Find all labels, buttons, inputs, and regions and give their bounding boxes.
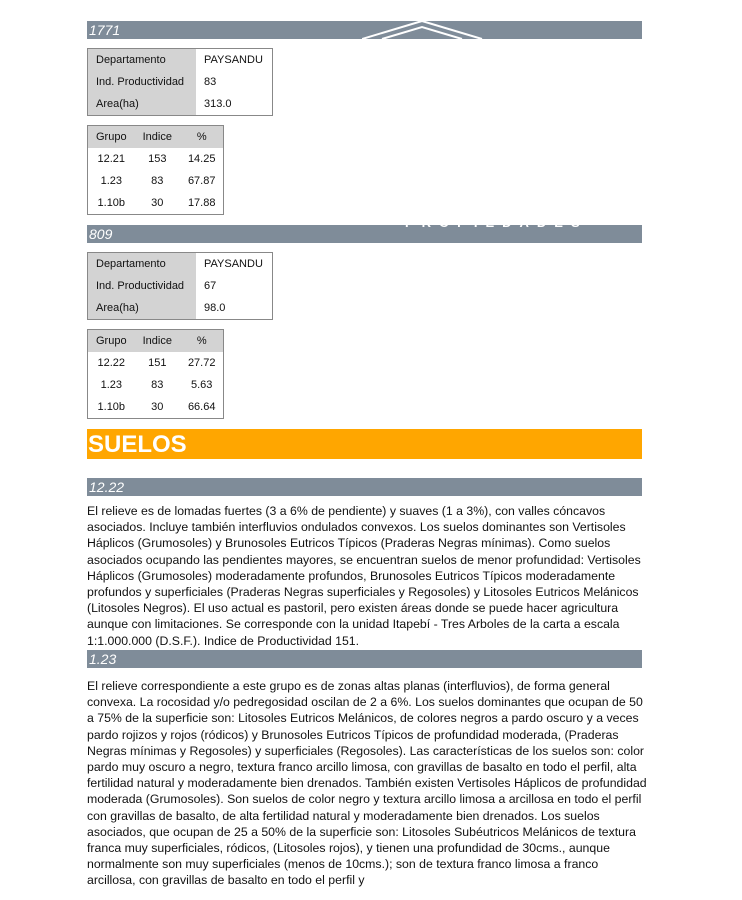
section-header-bar (87, 21, 642, 39)
cell: 1.10b (97, 197, 126, 209)
table-row (88, 297, 273, 320)
cell: 14.25 (187, 153, 216, 165)
label-cell: Area(ha) (88, 93, 197, 116)
column-header: % (180, 126, 224, 149)
cell: 153 (148, 153, 167, 165)
section-title: SUELOS (87, 429, 642, 459)
property-table (87, 48, 273, 116)
table-header-row (88, 330, 224, 353)
table-row (88, 192, 224, 215)
cell: 17.88 (187, 197, 216, 209)
label-cell: Ind. Productividad (88, 71, 197, 93)
cell: 67.87 (187, 175, 216, 187)
cell: 83 (151, 379, 164, 391)
soil-description: El relieve es de lomadas fuertes (3 a 6% de pendiente) y suaves (1 a 3%), con valles cóncavos asociados. Incluye también interfluvios ondulados convexos. Los suelos dominantes son Vertisoles Háplicos (Grumosoles) y Brunosoles Eutricos Típicos (Praderas Negras mínimas). Como suelos asociados ocupando las pendientes mayores, se encuentran suelos de menor profundidad: Vertisoles Háplicos (Grumosoles) moderadamente profundos, Brunosoles Eutricos Típicos moderadamente profundos y superficiales (Praderas Negras superficiales y Regosoles) y Litosoles Eutricos Melánicos (Litosoles Negros). El uso actual es pastoril, pero existen áreas donde se puede hacer agricultura aunque con limitaciones. Se corresponde con la unidad Itapebí - Tres Arboles de la carta a escala 1:1.000.000 (D.S.F.). Indice de Productividad 151. (87, 504, 641, 648)
cell: 5.63 (190, 379, 213, 391)
table-row (88, 148, 224, 170)
soil-group-code: 1.23 (89, 651, 117, 667)
cell: 66.64 (187, 401, 216, 413)
cell: 27.72 (187, 357, 216, 369)
column-header: Grupo (88, 126, 135, 149)
soil-group-code: 12.22 (89, 479, 125, 495)
cell: 12.22 (97, 357, 126, 369)
column-header: Grupo (88, 330, 135, 353)
cell: 30 (151, 401, 164, 413)
value-cell: 67 (204, 280, 217, 292)
table-row (88, 170, 224, 192)
value-cell: PAYSANDU (204, 258, 263, 270)
padron-code: 1771 (89, 22, 121, 38)
group-table (87, 329, 224, 419)
value-cell: 83 (204, 76, 217, 88)
table-row (88, 396, 224, 419)
label-cell: Area(ha) (88, 297, 197, 320)
label-cell: Departamento (88, 253, 197, 276)
column-header: Indice (135, 126, 180, 149)
table-row (88, 275, 273, 297)
table-row (88, 374, 224, 396)
table-row (88, 93, 273, 116)
watermark-text: PROPIEDADES (405, 215, 588, 230)
padron-code: 809 (89, 226, 113, 242)
table-row (88, 352, 224, 374)
cell: 83 (151, 175, 164, 187)
label-cell: Departamento (88, 49, 197, 72)
value-cell: 313.0 (204, 98, 232, 110)
column-header: % (180, 330, 224, 353)
value-cell: 98.0 (204, 302, 226, 314)
soil-group-header (87, 650, 642, 668)
table-row (88, 253, 273, 276)
logo-chevron-icon (362, 21, 542, 39)
soil-group-header (87, 478, 642, 496)
cell: 30 (151, 197, 164, 209)
cell: 151 (148, 357, 167, 369)
cell: 1.23 (100, 379, 122, 391)
table-row (88, 49, 273, 72)
soil-description: El relieve correspondiente a este grupo es de zonas altas planas (interfluvios), de forma general convexa. La rocosidad y/o pedregosidad oscilan de 2 a 6%. Los suelos dominantes que ocupan de 50 a 75% de la superficie son: Litosoles Eutricos Melánicos, de colores negros a pardo oscuro y a veces pardo rojizos y rojos (ródicos) y Brunosoles Eutricos Típicos de profundidad moderada, (Praderas Negras mínimas y Regosoles) y superficiales (Regosoles). Las características de los suelos son: color pardo muy oscuro a negro, textura franco arcillo limosa, con gravillas de basalto en todo el perfil, alta fertilidad natural y moderadamente bien drenados. También existen Vertisoles Háplicos de profundidad moderada (Grumosoles). Son suelos de color negro y textura arcillo limosa a arcillosa en todo el perfil con gravillas de basalto, de alta fertilidad natural y moderadamente bien drenados. Los suelos asociados, que ocupan de 25 a 50% de la superficie son: Litosoles Subéutricos Melánicos de textura franca muy superficiales, ródicos, (Litosoles rojos), y tienen una profundidad de 30cms., aunque normalmente son muy superficiales (menos de 10cms.); son de textura franco limosa a franco arcillosa, con gravillas de basalto en todo el perfil y (87, 679, 647, 888)
cell: 1.10b (97, 401, 126, 413)
property-table (87, 252, 273, 320)
table-header-row (88, 126, 224, 149)
label-cell: Ind. Productividad (88, 275, 197, 297)
column-header: Indice (135, 330, 180, 353)
value-cell: PAYSANDU (204, 54, 263, 66)
table-row (88, 71, 273, 93)
cell: 12.21 (97, 153, 126, 165)
group-table (87, 125, 224, 215)
cell: 1.23 (100, 175, 122, 187)
